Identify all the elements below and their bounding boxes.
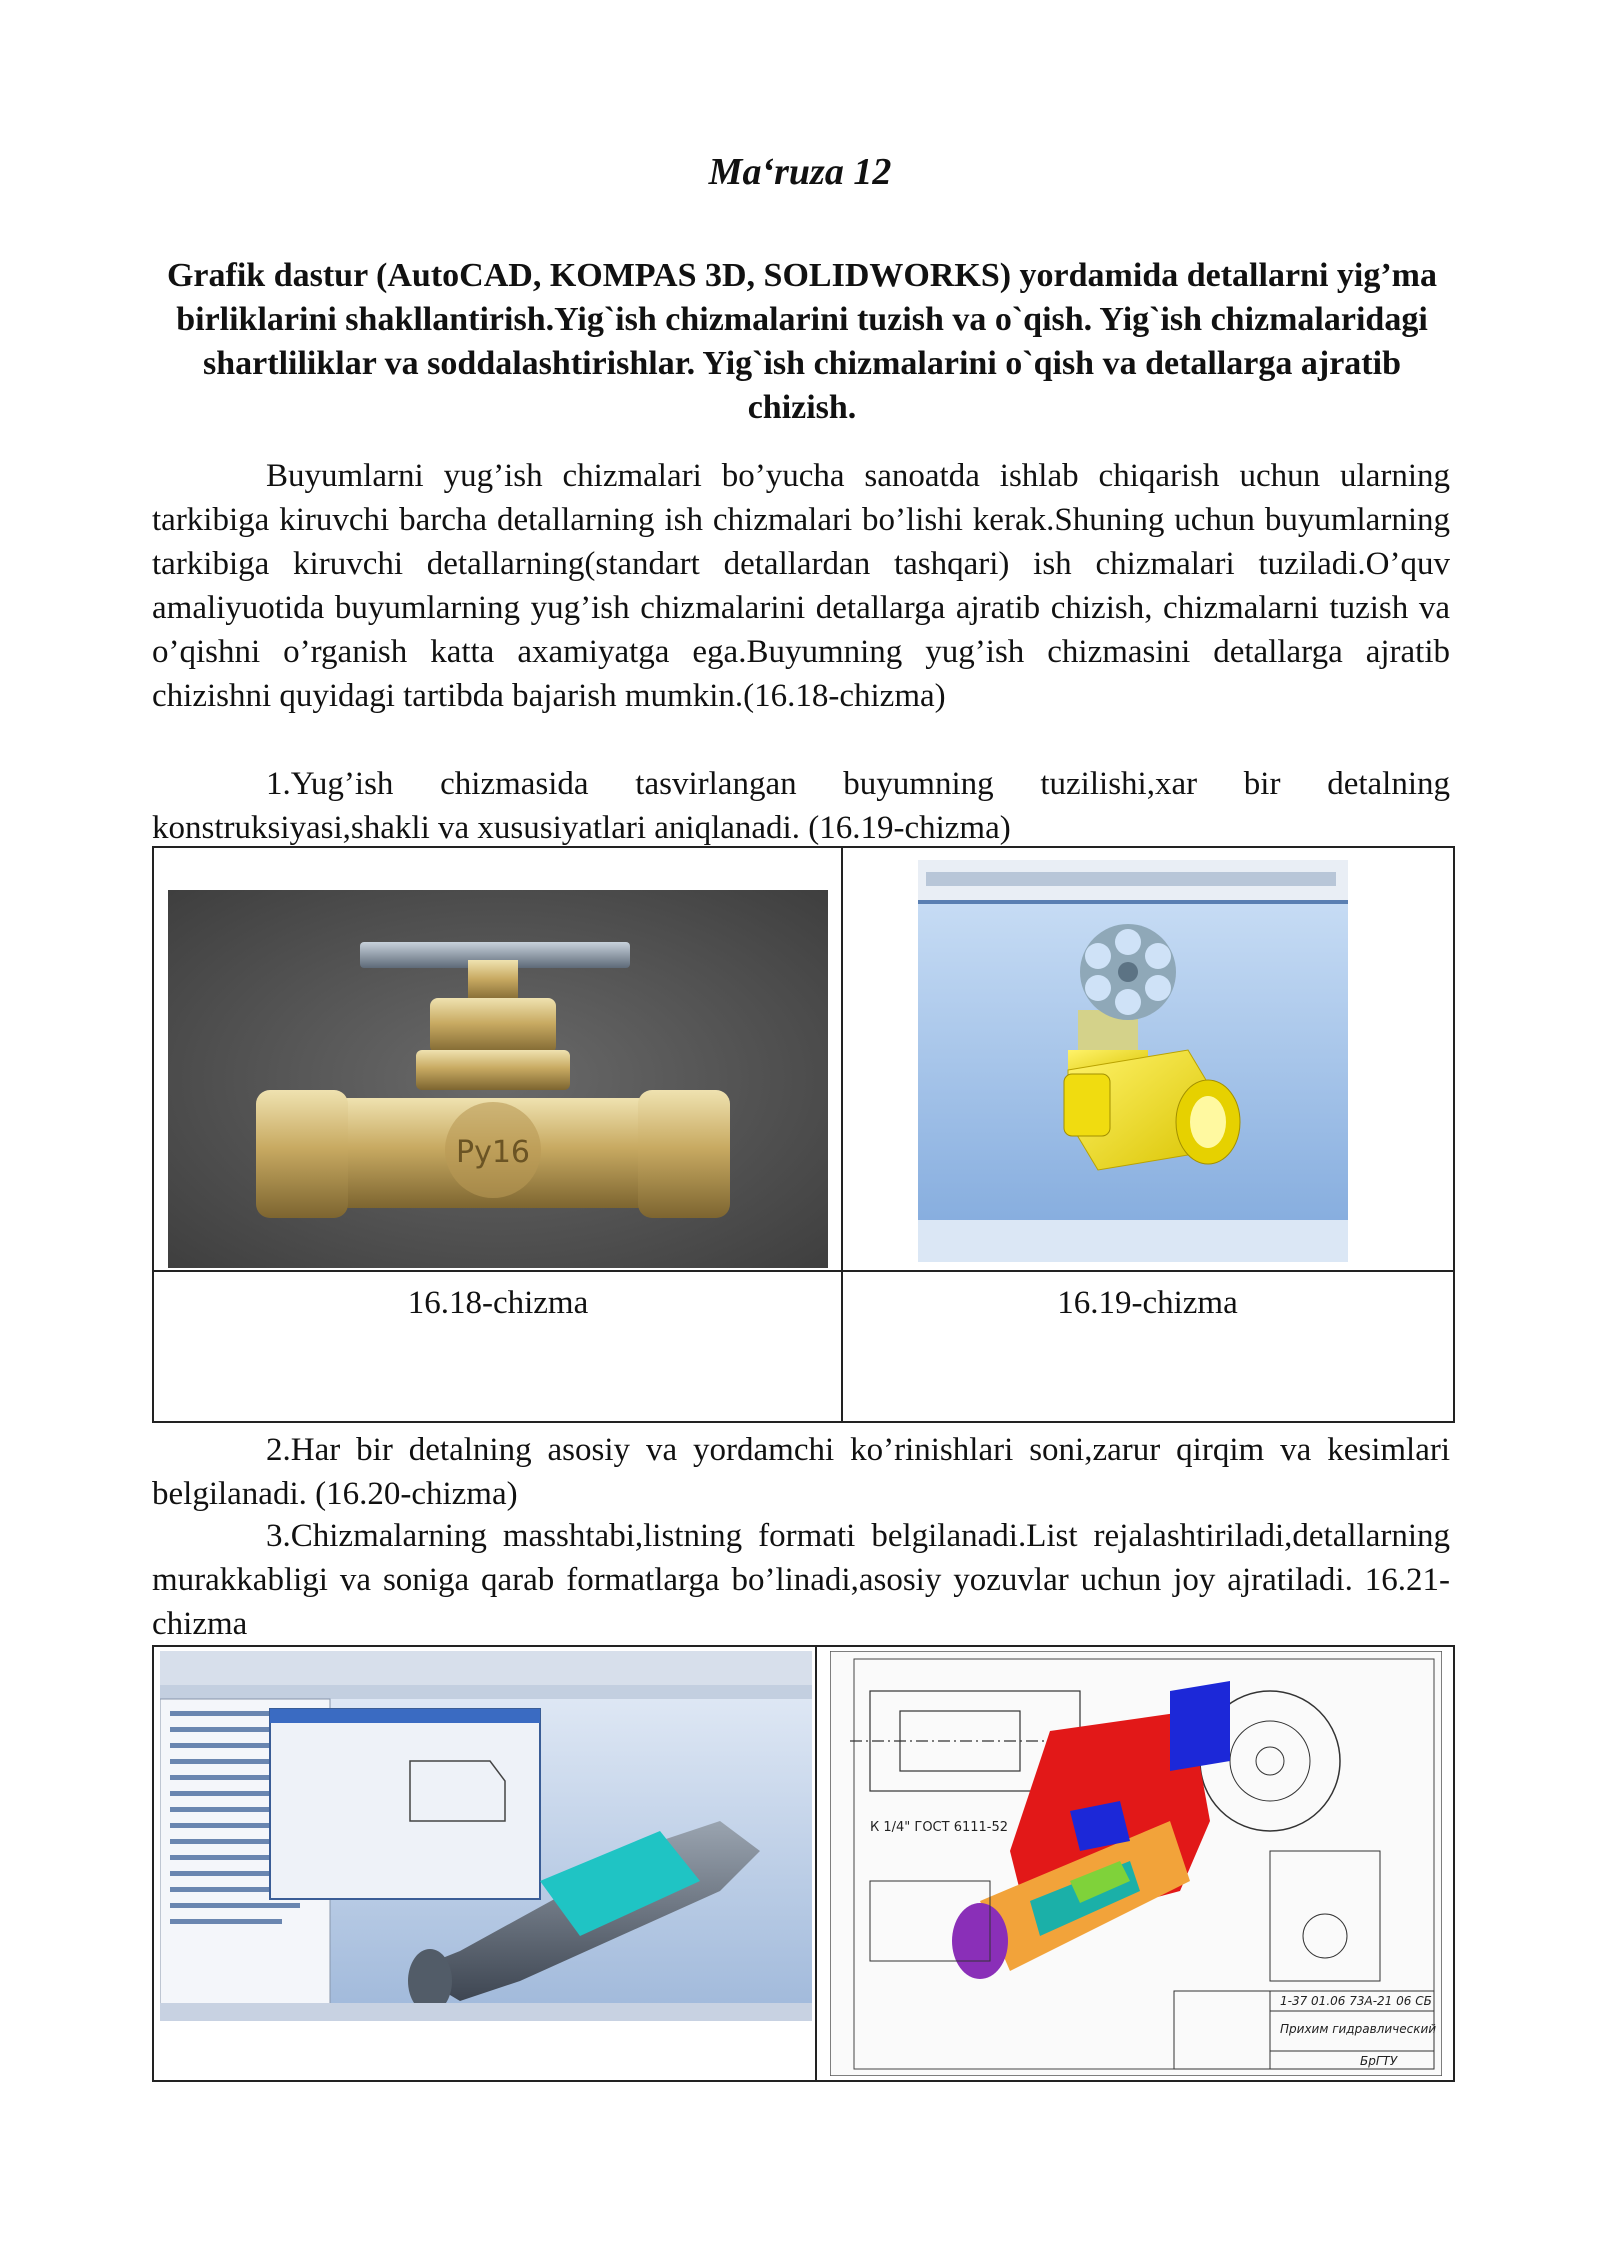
stamp-code: 1-37 01.06 73А-21 06 СБ — [1280, 1994, 1432, 2008]
caption-16-19: 16.19-chizma — [1057, 1285, 1238, 1321]
cell-cad-screenshot — [153, 1646, 817, 2081]
cad-shaft-screenshot — [160, 1651, 812, 2021]
paragraph-step-3 — [152, 1514, 1450, 1646]
cell-assembly-drawing — [815, 1646, 1454, 2081]
figure-table-1 — [152, 846, 1455, 1423]
valve-stamp-text: Py16 — [455, 1135, 531, 1170]
cell-photo-valve — [153, 847, 843, 1272]
paragraph-intro — [152, 454, 1450, 718]
paragraph-intro-text: Buyumlarni yug’ish chizmalari bo’yucha sanoatda ishlab chiqarish uchun ularning tarkibiga kiruvchi barcha detallarning ish chizmalari bo’lishi kerak.Shuning uchun buyumlarning tarkibiga kiruvchi detallarning(standart detallardan tashqari) ish chizmalari tuziladi.O’quv amaliyuotida buyumlarning yug’ish chizmalarini detallarga ajratib chizish, chizmalarni tuzish va o’qishni o’rganish katta axamiyatga ega.Buyumning yug’ish chizmasini detallarga ajratib chizishni quyidagi tartibda bajarish mumkin.(16.18-chizma) — [152, 458, 1450, 714]
paragraph-step-3-text: 3.Chizmalarning masshtabi,listning formati belgilanadi.List rejalashtiriladi,detallarning murakkabligi va soniga qarab formatlarga bo’linadi,asosiy yozuvlar uchun joy ajratiladi. 16.21-chizma — [152, 1518, 1450, 1642]
assembly-drawing — [830, 1651, 1442, 2076]
stamp-org: БрГТУ — [1360, 2054, 1398, 2068]
handwheel — [1080, 924, 1176, 1020]
cell-caption-right — [841, 1270, 1454, 1422]
cell-caption-left — [153, 1270, 843, 1422]
kompas-valve-model — [918, 860, 1348, 1262]
thread-label: К 1/4" ГОСТ 6111-52 — [870, 1820, 1009, 1835]
stamp-name: Прихим гидравлический — [1280, 2022, 1437, 2036]
lecture-heading: Grafik dastur (AutoCAD, KOMPAS 3D, SOLIDWORKS) yordamida detallarni yig’ma birliklarini shakllantirish.Yig`ish chizmalarini tuzish va o`qish. Yig`ish chizmalaridagi shartliliklar va soddalashtirishlar. Yig`ish chizmalarini o`qish va detallarga ajratib chizish. — [166, 257, 1437, 426]
valve-photo — [168, 890, 828, 1268]
caption-16-18: 16.18-chizma — [407, 1285, 589, 1321]
lecture-title: Ma‘ruza 12 — [708, 151, 892, 193]
paragraph-step-1 — [152, 762, 1450, 850]
cell-model-valve — [841, 847, 1454, 1272]
figure-table-2 — [152, 1645, 1455, 2082]
paragraph-step-2-text: 2.Har bir detalning asosiy va yordamchi ko’rinishlari soni,zarur qirqim va kesimlari belgilanadi. (16.20-chizma) — [152, 1432, 1450, 1512]
paragraph-step-2 — [152, 1428, 1450, 1516]
toolbar-icons — [926, 872, 1336, 886]
paragraph-step-1-text: 1.Yug’ish chizmasida tasvirlangan buyumning tuzilishi,xar bir detalning konstruksiyasi,shakli va xususiyatlari aniqlanadi. (16.19-chizma) — [152, 766, 1450, 846]
